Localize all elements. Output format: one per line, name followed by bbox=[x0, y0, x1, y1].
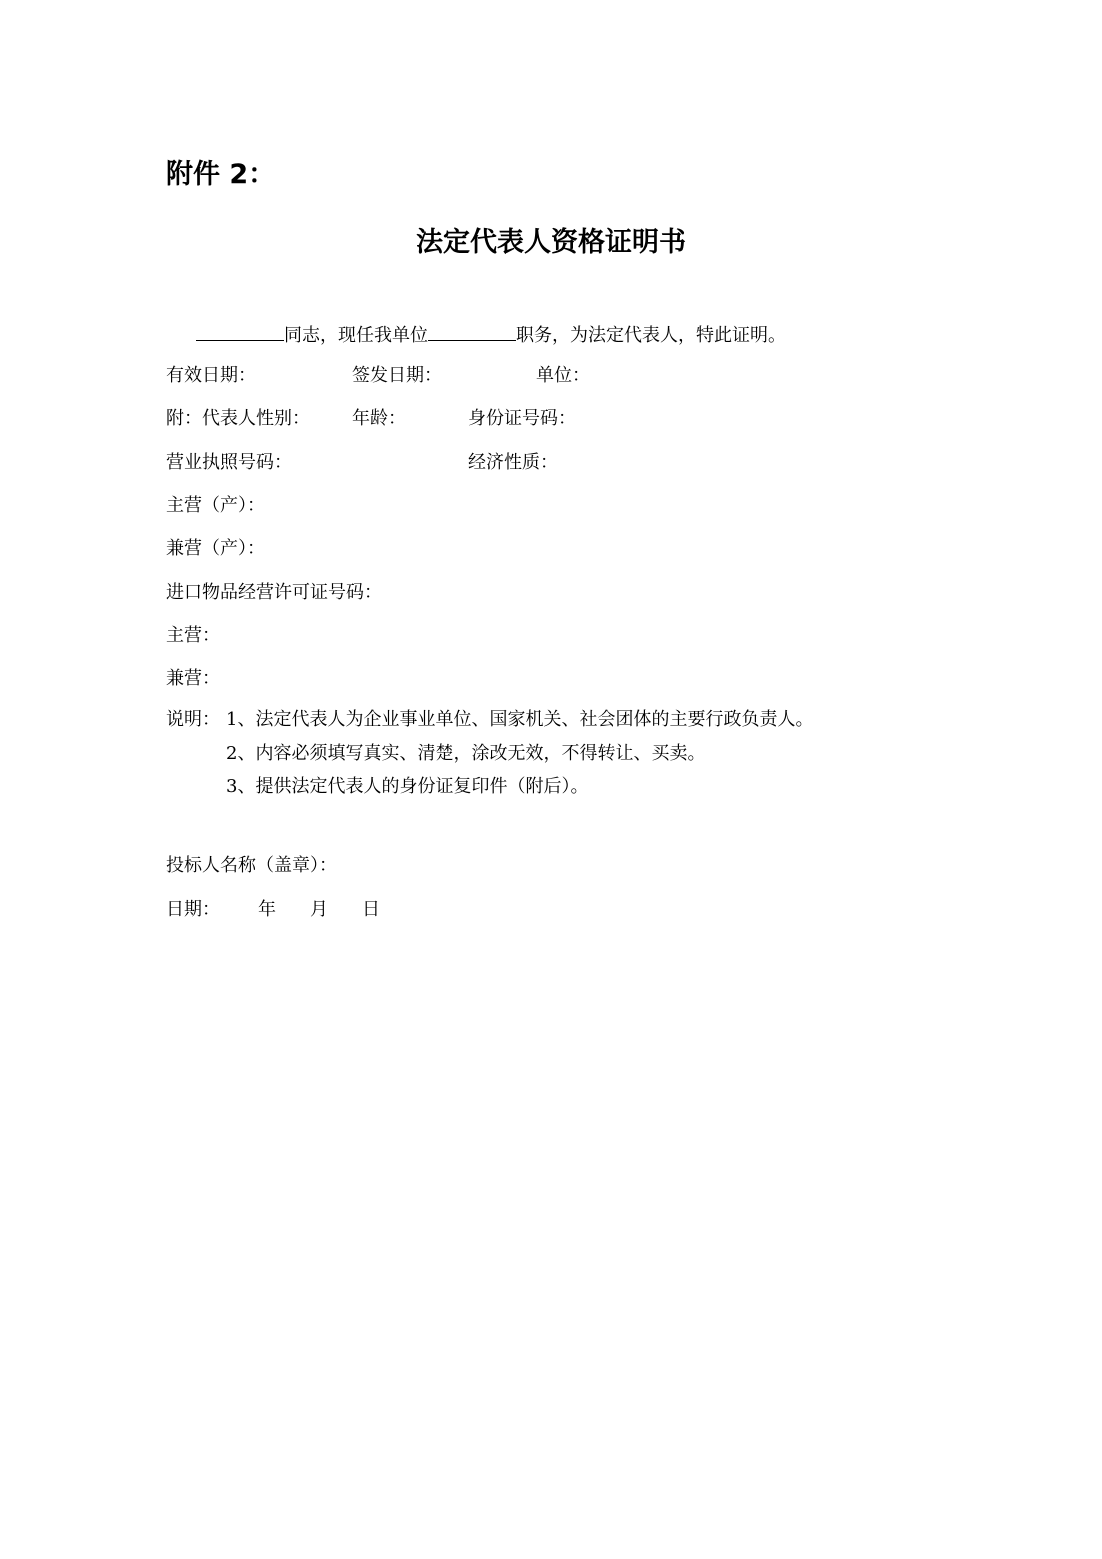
id-number-label: 身份证号码： bbox=[468, 408, 576, 429]
valid-date-label: 有效日期： bbox=[166, 365, 256, 386]
main-business-label: 主营： bbox=[166, 625, 220, 646]
note-item-3: 3、提供法定代表人的身份证复印件（附后）。 bbox=[226, 776, 589, 797]
issue-date-label: 签发日期： bbox=[352, 365, 442, 386]
business-license-label: 营业执照号码： bbox=[166, 452, 292, 473]
notes-label: 说明： bbox=[166, 709, 220, 730]
month-label: 月 bbox=[310, 899, 328, 920]
economic-nature-label: 经济性质： bbox=[468, 452, 558, 473]
name-blank[interactable] bbox=[196, 322, 284, 341]
date-label: 日期： bbox=[166, 899, 220, 920]
note-item-1: 1、法定代表人为企业事业单位、国家机关、社会团体的主要行政负责人。 bbox=[226, 709, 814, 730]
intro-part2: 职务，为法定代表人，特此证明。 bbox=[516, 325, 786, 346]
main-business-products-label: 主营（产）： bbox=[166, 495, 265, 516]
attachment-label: 附件 2： bbox=[166, 159, 276, 190]
side-business-products-label: 兼营（产）： bbox=[166, 538, 265, 559]
unit-label: 单位： bbox=[536, 365, 590, 386]
day-label: 日 bbox=[362, 899, 380, 920]
representative-gender-label: 附：代表人性别： bbox=[166, 408, 310, 429]
document-title: 法定代表人资格证明书 bbox=[416, 227, 686, 258]
import-license-label: 进口物品经营许可证号码： bbox=[166, 582, 382, 603]
side-business-label: 兼营： bbox=[166, 668, 220, 689]
position-blank[interactable] bbox=[428, 322, 516, 341]
year-label: 年 bbox=[258, 899, 276, 920]
bidder-name-label: 投标人名称（盖章）： bbox=[166, 855, 337, 876]
note-item-2: 2、内容必须填写真实、清楚，涂改无效，不得转让、买卖。 bbox=[226, 743, 706, 764]
age-label: 年龄： bbox=[352, 408, 406, 429]
intro-part1: 同志，现任我单位 bbox=[284, 325, 428, 346]
intro-line bbox=[196, 322, 786, 347]
